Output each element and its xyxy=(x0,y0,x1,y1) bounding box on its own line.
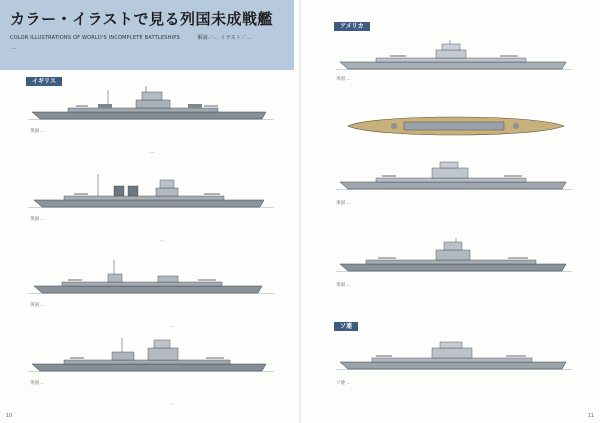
ship-ref-uk-2: ... xyxy=(160,238,165,243)
ship-ref-uk-4: ... xyxy=(170,402,175,407)
page-title: カラー・イラストで見る列国未成戦艦 xyxy=(10,10,274,28)
ship-caption-soviet: ソ連 ... xyxy=(336,381,351,386)
gutter xyxy=(299,0,301,423)
ship-caption-uk-4: 英国 ... xyxy=(30,381,45,386)
ship-illustration-uk-4 xyxy=(28,336,274,378)
section-label-britain: イギリス xyxy=(26,77,62,86)
ship-caption-us-1: 米国 ... xyxy=(336,77,351,82)
ship-caption-uk-1: 英国 ... xyxy=(30,129,45,134)
intro-text: ... xyxy=(12,45,17,51)
ship-illustration-uk-2 xyxy=(28,172,274,214)
page-subtitle xyxy=(10,34,252,41)
page-number-left: 10 xyxy=(6,413,13,419)
ship-caption-us-2: 米国 ... xyxy=(336,201,351,206)
page-number-right: 11 xyxy=(587,413,594,419)
header-box xyxy=(0,0,294,70)
section-label-soviet: ソ連 xyxy=(334,322,358,331)
section-label-america: アメリカ xyxy=(334,22,370,31)
ship-caption-uk-3: 英国 ... xyxy=(30,303,45,308)
ship-illustration-uk-1 xyxy=(28,86,274,126)
subtitle-en: COLOR ILLUSTRATIONS OF WORLD'S INCOMPLETE BATTLESHIPS xyxy=(10,35,180,41)
ship-top-view-us xyxy=(344,112,568,140)
ship-ref-uk-1: ... xyxy=(150,150,155,155)
ship-ref-uk-3: ... xyxy=(170,324,175,329)
ship-caption-us-3: 米国 ... xyxy=(336,283,351,288)
ship-illustration-us-2 xyxy=(336,160,572,196)
ship-illustration-us-1 xyxy=(336,40,572,76)
credit: 解説／... イラスト／... xyxy=(197,35,252,41)
ship-caption-uk-2: 英国 ... xyxy=(30,217,45,222)
ship-illustration-us-3 xyxy=(336,238,572,278)
ship-illustration-soviet xyxy=(336,340,572,376)
ship-illustration-uk-3 xyxy=(28,260,274,300)
